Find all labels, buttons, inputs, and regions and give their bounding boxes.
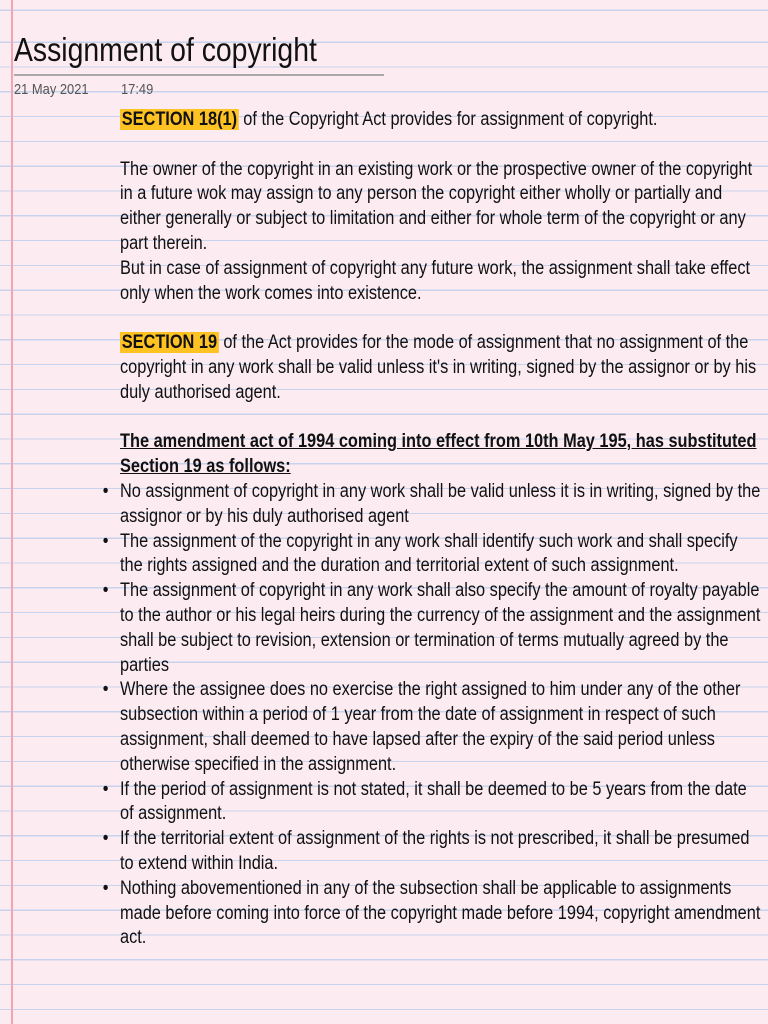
bullet-icon: • (102, 580, 109, 602)
notebook-margin-line (11, 0, 13, 1024)
section-18-paragraph-1: The owner of the copyright in an existing work or the prospective owner of the copyright in a future wok may assign to any person the copyright either wholly or partially and either generally or subject to limitation and either for whole term of the copyright or any part therein. (120, 158, 753, 254)
list-item-text: If the period of assignment is not stated, it shall be deemed to be 5 years from the date of assignment. (120, 778, 747, 825)
list-item (102, 877, 761, 951)
blank-line (120, 306, 761, 331)
page-title[interactable]: Assignment of copyright (14, 31, 317, 68)
list-item (102, 778, 761, 828)
list-item (102, 530, 761, 580)
list-item (102, 678, 761, 777)
section-19-paragraph (120, 331, 761, 405)
bullet-icon: • (102, 877, 109, 899)
note-body[interactable] (102, 108, 761, 951)
title-divider (14, 74, 384, 76)
bullet-icon: • (102, 480, 109, 502)
note-time: 17:49 (121, 81, 154, 98)
bullet-icon: • (102, 530, 109, 552)
blank-line (120, 133, 761, 158)
bullet-icon: • (102, 778, 109, 800)
list-item-text: If the territorial extent of assignment of the rights is not prescribed, it shall be presumed to extend within India. (120, 828, 750, 874)
section-18-intro (120, 108, 761, 133)
list-item (102, 480, 761, 530)
bullet-icon: • (102, 679, 109, 701)
note-body-text (102, 108, 761, 951)
section-18-highlight: SECTION 18(1) (121, 109, 238, 130)
list-item-text: The assignment of the copyright in any work shall identify such work and shall specify the rights assigned and the duration and territorial extent of such assignment. (120, 530, 738, 577)
bullet-icon: • (102, 828, 109, 850)
section-18-paragraph-2: But in case of assignment of copyright any future work, the assignment shall take effect only when the work comes into existence. (120, 257, 751, 304)
list-item-text: No assignment of copyright in any work shall be valid unless it is in writing, signed by the assignor or by his duly authorised agent (120, 480, 761, 527)
list-item (102, 827, 761, 877)
amendment-list (102, 480, 761, 951)
blank-line (120, 406, 761, 431)
section-19-text: of the Act provides for the mode of assignment that no assignment of the copyright in any work shall be valid unless it's in writing, signed by the assignor or by his duly authorised agent. (120, 332, 757, 403)
section-18-text: of the Copyright Act provides for assignment of copyright. (238, 109, 658, 130)
list-item-text: Where the assignee does no exercise the right assigned to him under any of the other subsection within a period of 1 year from the date of assignment in respect of such assignment, shall deemed to have lapsed after the expiry of the said period unless otherwise specified in the assignment. (120, 679, 741, 775)
note-date: 21 May 2021 (14, 81, 89, 98)
list-item-text: Nothing abovementioned in any of the subsection shall be applicable to assignments made before coming into force of the copyright made before 1994, copyright amendment act. (120, 877, 761, 949)
section-19-highlight: SECTION 19 (121, 332, 218, 354)
list-item (102, 579, 761, 678)
list-item-text: The assignment of copyright in any work shall also specify the amount of royalty payable to the author or his legal heirs during the currency of the assignment and the assignment shall be subject to revision, extension or termination of terms mutually agreed by the parties (120, 580, 761, 676)
amendment-heading: The amendment act of 1994 coming into effect from 10th May 195, has substituted Section 19 as follows: (120, 431, 757, 478)
